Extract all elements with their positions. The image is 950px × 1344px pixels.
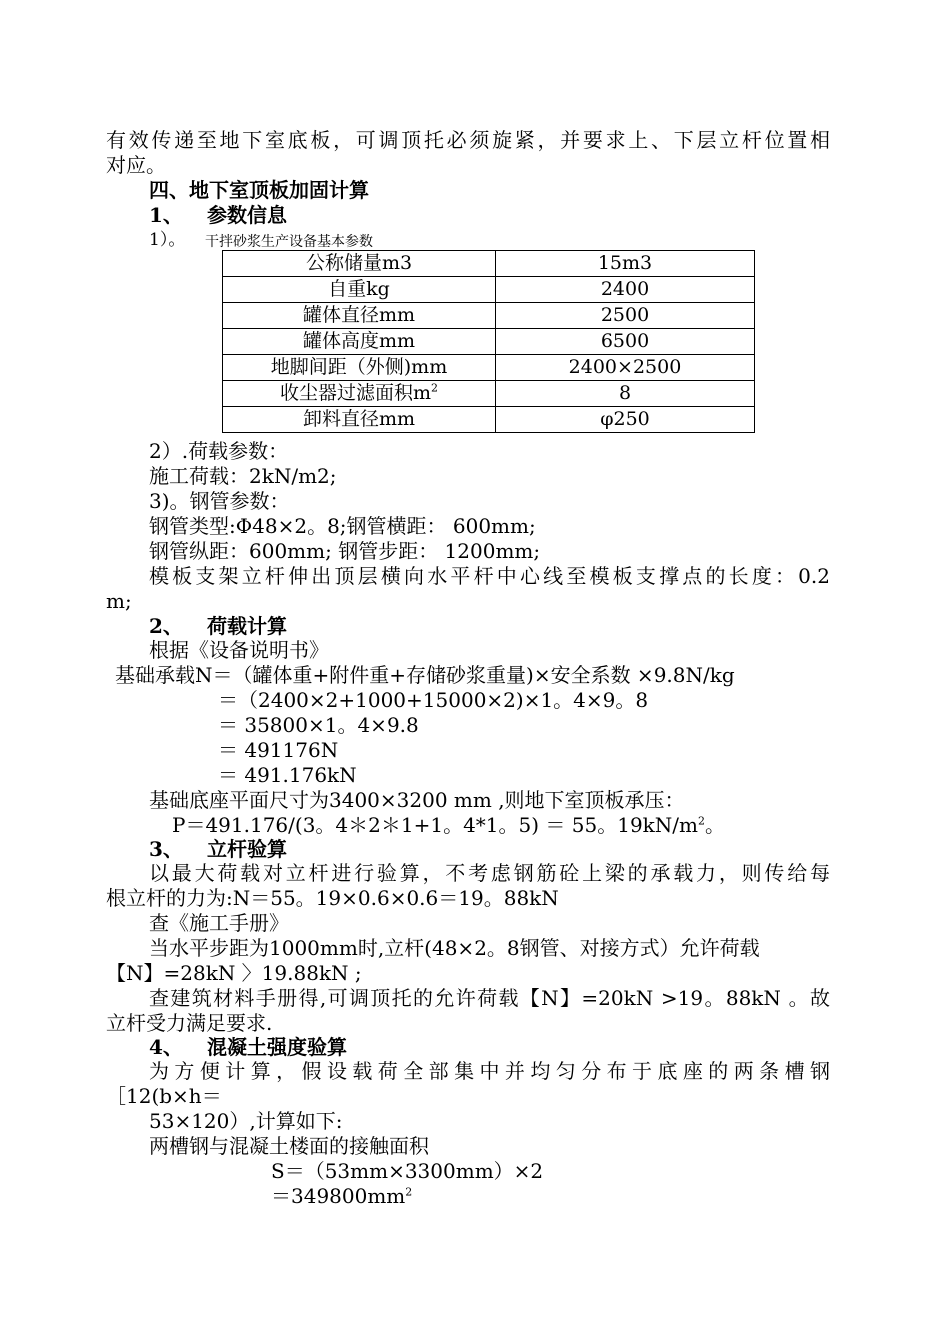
table-row [223, 277, 755, 303]
paragraph-line: 以最大荷载对立杆进行验算，不考虑钢筋砼上梁的承载力，则传给每 [149, 861, 830, 885]
paragraph-line: 【N】=28kN 〉19.88kN ; [106, 961, 362, 985]
section-heading: 四、地下室顶板加固计算 [149, 178, 369, 202]
table-cell-value: 15m3 [496, 251, 755, 277]
formula-text: P＝491.176/(3。4＊2＊1+1。4*1。5) ＝ 55。19kN/m [172, 813, 698, 837]
pressure-formula [172, 813, 725, 837]
table-row [223, 407, 755, 433]
param-line: 施工荷载：2kN/m2; [149, 464, 337, 488]
table-cell-name: 卸料直径mm [223, 407, 496, 433]
paragraph-line: m; [106, 589, 132, 613]
table-cell-value: 2500 [496, 303, 755, 329]
subsection-number: 4、 [149, 1035, 183, 1059]
subsection-title: 立杆验算 [207, 837, 287, 861]
superscript: 2 [698, 814, 705, 828]
table-row [223, 251, 755, 277]
calc-line: 基础底座平面尺寸为3400×3200 mm ,则地下室顶板承压： [149, 788, 685, 812]
paragraph-line: 查《施工手册》 [149, 911, 289, 935]
formula-line [271, 1184, 412, 1208]
table-caption: 干拌砂浆生产设备基本参数 [205, 234, 373, 250]
table-row [223, 329, 755, 355]
paragraph-line: 当水平步距为1000mm时,立杆(48×2。8钢管、对接方式）允许荷载 [149, 936, 760, 960]
table-row [223, 355, 755, 381]
superscript: 2 [405, 1185, 413, 1199]
calc-line: ＝ 35800×1。4×9.8 [218, 713, 419, 737]
paragraph-line: 有效传递至地下室底板，可调顶托必须旋紧，并要求上、下层立杆位置相 [106, 128, 830, 152]
equipment-parameter-table [222, 250, 755, 433]
param-label: 1）。 [149, 230, 186, 250]
table-row [223, 381, 755, 407]
table-cell-value: 6500 [496, 329, 755, 355]
subsection-number: 3、 [149, 837, 183, 861]
table-cell-name: 公称储量m3 [223, 251, 496, 277]
formula-line: S＝（53mm×3300mm）×2 [271, 1159, 544, 1183]
subsection-number: 2、 [149, 614, 183, 638]
subsection-title: 混凝土强度验算 [207, 1035, 347, 1059]
cell-text: 收尘器过滤面积m [279, 382, 432, 404]
param-line: 钢管纵距：600mm; 钢管步距： 1200mm; [149, 539, 541, 563]
paragraph-line: 53×120）,计算如下: [149, 1109, 343, 1133]
table-cell-name: 罐体高度mm [223, 329, 496, 355]
table-cell-name: 罐体直径mm [223, 303, 496, 329]
table-cell-value: 2400 [496, 277, 755, 303]
paragraph-line: 对应。 [106, 153, 166, 177]
subsection-number: 1、 [149, 203, 183, 227]
paragraph-line: 模板支架立杆伸出顶层横向水平杆中心线至模板支撑点的长度：0.2 [149, 564, 830, 588]
calc-line: ＝ 491176N [218, 738, 339, 762]
paragraph-line: 立杆受力满足要求. [106, 1011, 273, 1035]
param-line: 3)。钢管参数： [149, 489, 290, 513]
superscript: 2 [431, 381, 439, 395]
paragraph-line: ［12(b×h＝ [106, 1084, 222, 1108]
table-cell-name: 自重kg [223, 277, 496, 303]
table-cell-name: 地脚间距（外侧)mm [223, 355, 496, 381]
paragraph-line: 根立杆的力为:N＝55。19×0.6×0.6＝19。88kN [106, 886, 559, 910]
paragraph-line: 两槽钢与混凝土楼面的接触面积 [149, 1134, 429, 1158]
calc-line: ＝ 491.176kN [218, 763, 357, 787]
param-line: 2）.荷载参数： [149, 439, 289, 463]
paragraph-line: 查建筑材料手册得,可调顶托的允许荷载【N】=20kN >19。88kN 。故 [149, 986, 830, 1010]
formula-text: ＝349800mm [271, 1184, 406, 1208]
table-cell-value: 2400×2500 [496, 355, 755, 381]
calc-line: 根据《设备说明书》 [149, 638, 329, 662]
subsection-title: 参数信息 [207, 203, 287, 227]
table-cell-value: 8 [496, 381, 755, 407]
paragraph-line: 为方便计算，假设载荷全部集中并均匀分布于底座的两条槽钢 [149, 1059, 830, 1083]
table-row [223, 303, 755, 329]
table-cell-value: φ250 [496, 407, 755, 433]
formula-end: 。 [705, 813, 725, 837]
param-line: 钢管类型:Φ48×2。8;钢管横距： 600mm; [149, 514, 536, 538]
calc-line: ＝（2400×2+1000+15000×2)×1。4×9。8 [218, 688, 649, 712]
subsection-title: 荷载计算 [207, 614, 287, 638]
table-cell-name-with-sup [223, 381, 496, 407]
calc-line: 基础承载N＝（罐体重+附件重+存储砂浆重量)×安全系数 ×9.8N/kg [115, 663, 735, 687]
